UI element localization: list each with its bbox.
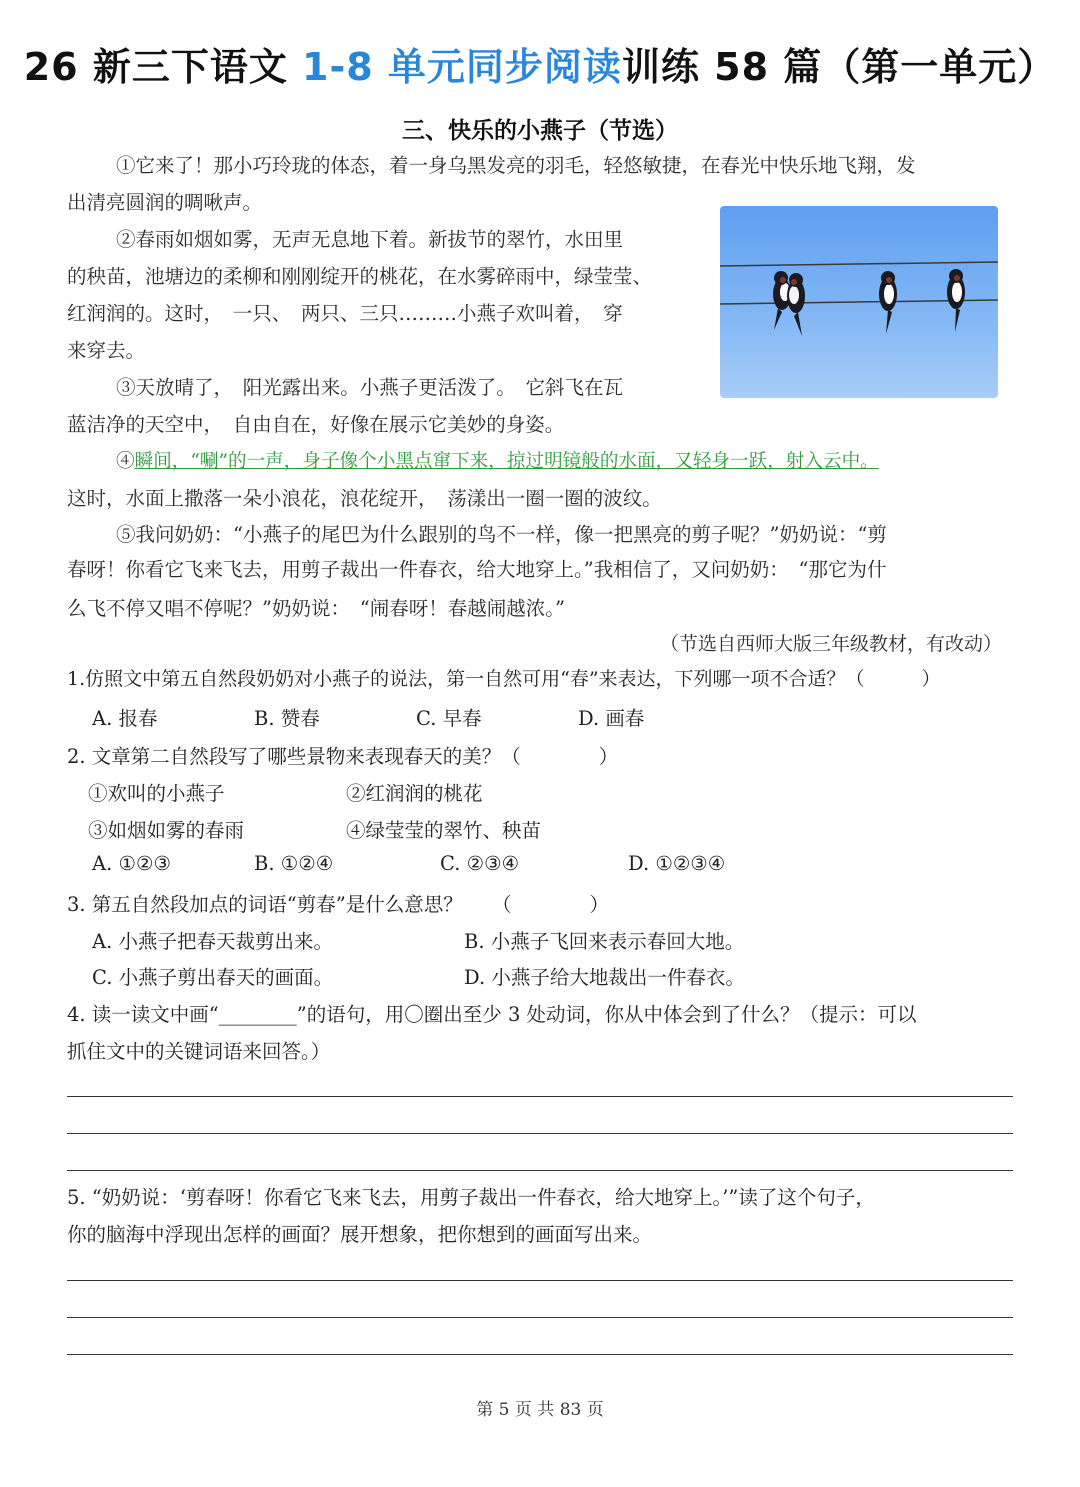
- swallow-icon: [947, 269, 965, 332]
- q2-item-3: ③如烟如雾的春雨: [88, 819, 245, 842]
- q1-option-d[interactable]: D. 画春: [578, 707, 645, 730]
- passage-p3-line2: 蓝洁净的天空中， 自由自在，好像在展示它美妙的身姿。: [67, 413, 565, 436]
- article-title: 三、快乐的小燕子（节选）: [402, 118, 678, 144]
- swallows-photo: [720, 206, 998, 398]
- passage-p2-line1: ②春雨如烟如雾，无声无息地下着。新拔节的翠竹，水田里: [116, 228, 624, 251]
- answer-line[interactable]: [67, 1280, 1013, 1281]
- passage-p2-line3: 红润润的。这时， 一只、 两只、三只………小燕子欢叫着， 穿: [67, 302, 623, 325]
- passage-p5-line3: 么飞不停又唱不停呢？”奶奶说： “闹春呀！春越闹越浓。”: [67, 597, 565, 620]
- q2-option-d[interactable]: D. ①②③④: [628, 852, 726, 875]
- passage-p4-line2: 这时，水面上撒落一朵小浪花，浪花绽开， 荡漾出一圈一圈的波纹。: [67, 487, 662, 510]
- q3-option-b[interactable]: B. 小燕子飞回来表示春回大地。: [464, 930, 745, 953]
- answer-line[interactable]: [67, 1133, 1013, 1134]
- swallow-icon: [787, 273, 805, 336]
- answer-line[interactable]: [67, 1317, 1013, 1318]
- passage-p2-line4: 来穿去。: [67, 339, 146, 362]
- q2-option-c[interactable]: C. ②③④: [440, 852, 520, 875]
- q3-option-a[interactable]: A. 小燕子把春天裁剪出来。: [92, 930, 333, 953]
- source-note: （节选自西师大版三年级教材，有改动）: [659, 633, 1002, 655]
- passage-p2-line2: 的秧苗，池塘边的柔柳和刚刚绽开的桃花，在水雾碎雨中，绿莹莹、: [67, 265, 653, 288]
- swallow-icon: [879, 271, 897, 334]
- title-highlight: 1-8 单元同步阅读: [302, 45, 622, 89]
- page-number: 第 5 页 共 83 页: [476, 1400, 604, 1420]
- answer-line[interactable]: [67, 1096, 1013, 1097]
- passage-p5-line2: 春呀！你看它飞来飞去，用剪子裁出一件春衣，给大地穿上。”我相信了，又问奶奶： “那它为什: [67, 558, 887, 581]
- question-4-line1: 4. 读一读文中画“________”的语句，用〇圈出至少 3 处动词，你从中体会到了什么？（提示：可以: [67, 1003, 917, 1026]
- underlined-sentence: 瞬间，“唰”的一声，身子像个小黑点窜下来，掠过明镜般的水面，又轻身一跃，射入云中。: [134, 451, 879, 472]
- question-2: 2. 文章第二自然段写了哪些景物来表现春天的美？（ ）: [67, 745, 619, 768]
- q2-item-4: ④绿莹莹的翠竹、秧苗: [346, 819, 542, 842]
- question-5-line2: 你的脑海中浮现出怎样的画面？展开想象，把你想到的画面写出来。: [67, 1223, 653, 1246]
- passage-p3-line1: ③天放晴了， 阳光露出来。小燕子更活泼了。 它斜飞在瓦: [116, 376, 624, 399]
- answer-line[interactable]: [67, 1170, 1013, 1171]
- answer-line[interactable]: [67, 1354, 1013, 1355]
- wire-top: [720, 262, 998, 266]
- swallows-illustration: [720, 206, 998, 398]
- question-3: 3. 第五自然段加点的词语“剪春”是什么意思？ （ ）: [67, 893, 609, 916]
- question-4-line2: 抓住文中的关键词语来回答。）: [67, 1040, 331, 1063]
- q3-option-c[interactable]: C. 小燕子剪出春天的画面。: [92, 966, 334, 989]
- passage-p5-line1: ⑤我问奶奶：“小燕子的尾巴为什么跟别的鸟不一样，像一把黑亮的剪子呢？”奶奶说：“剪: [116, 523, 887, 546]
- q2-item-1: ①欢叫的小燕子: [88, 782, 225, 805]
- q1-option-c[interactable]: C. 早春: [416, 707, 482, 730]
- question-5-line1: 5. “奶奶说：‘剪春呀！你看它飞来飞去，用剪子裁出一件春衣，给大地穿上。’”读了这个句子，: [67, 1186, 875, 1209]
- q1-option-b[interactable]: B. 赞春: [254, 707, 320, 730]
- q3-option-d[interactable]: D. 小燕子给大地裁出一件春衣。: [464, 966, 745, 989]
- q2-option-b[interactable]: B. ①②④: [254, 852, 334, 875]
- title-part1: 26 新三下语文: [23, 45, 303, 89]
- q2-item-2: ②红润润的桃花: [346, 782, 483, 805]
- question-1: 1.仿照文中第五自然段奶奶对小燕子的说法，第一自然可用“春”来表达，下列哪一项不合适？（ ）: [67, 668, 941, 690]
- title-part2: 训练 58 篇（第一单元）: [621, 45, 1057, 89]
- passage-p1-line1: ①它来了！那小巧玲珑的体态，着一身乌黑发亮的羽毛，轻悠敏捷，在春光中快乐地飞翔，发: [116, 154, 916, 177]
- q2-option-a[interactable]: A. ①②③: [92, 852, 171, 875]
- page-title: [0, 36, 1080, 91]
- passage-p1-line2: 出清亮圆润的啁啾声。: [67, 191, 263, 214]
- p4-number: ④: [116, 451, 135, 472]
- passage-p4-line1: [116, 443, 879, 480]
- q1-option-a[interactable]: A. 报春: [92, 707, 158, 730]
